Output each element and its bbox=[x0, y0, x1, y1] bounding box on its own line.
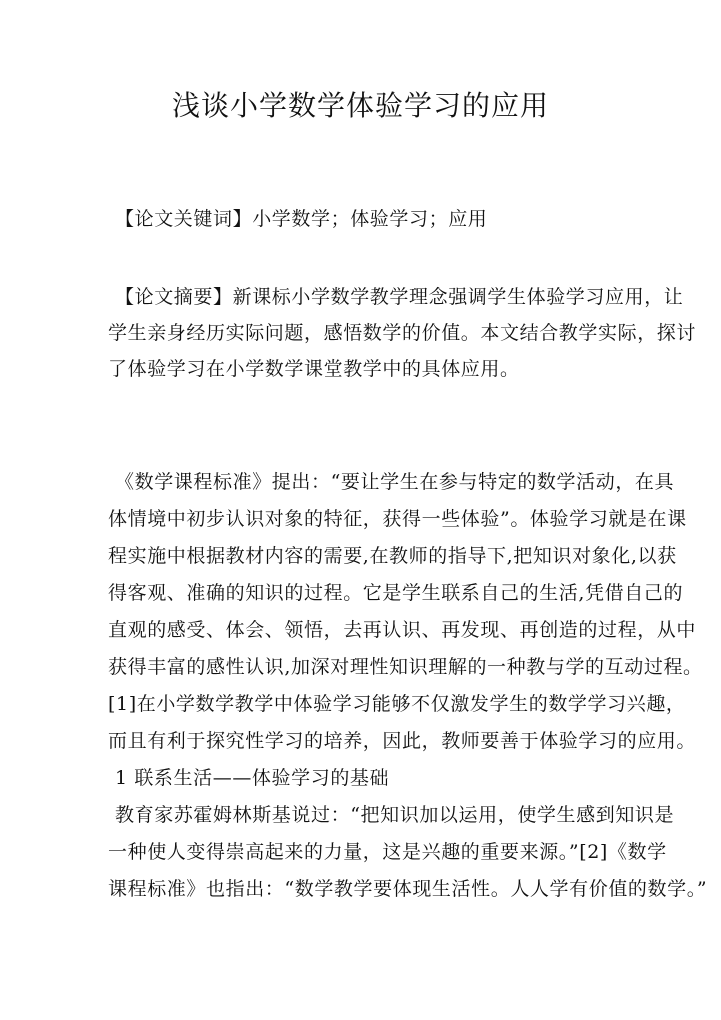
body-line: 直观的感受、体会、领悟，去再认识、再发现、再创造的过程，从中 bbox=[108, 619, 697, 641]
body-line: 获得丰富的感性认识,加深对理性知识理解的一种教与学的互动过程。 bbox=[108, 656, 703, 678]
section-heading: 1 联系生活——体验学习的基础 bbox=[115, 767, 390, 789]
abstract-line: 【论文摘要】新课标小学数学教学理念强调学生体验学习应用，让 bbox=[115, 286, 684, 308]
body-line: 程实施中根据教材内容的需要,在教师的指导下,把知识对象化,以获 bbox=[108, 545, 677, 567]
keywords-line: 【论文关键词】小学数学；体验学习；应用 bbox=[115, 208, 488, 230]
abstract-line: 了体验学习在小学数学课堂教学中的具体应用。 bbox=[108, 358, 520, 380]
section-line: 课程标准》也指出：“数学教学要体现生活性。人人学有价值的数学。” bbox=[108, 878, 708, 900]
body-line: 而且有利于探究性学习的培养，因此，教师要善于体验学习的应用。 bbox=[108, 730, 697, 752]
section-line: 一种使人变得崇高起来的力量，这是兴趣的重要来源。”[2]《数学 bbox=[108, 841, 667, 863]
body-line: 《数学课程标准》提出：“要让学生在参与特定的数学活动，在具 bbox=[115, 471, 675, 493]
section-line: 教育家苏霍姆林斯基说过：“把知识加以运用，使学生感到知识是 bbox=[115, 804, 675, 826]
abstract-line: 学生亲身经历实际问题，感悟数学的价值。本文结合教学实际，探讨 bbox=[108, 322, 697, 344]
body-line: 得客观、准确的知识的过程。它是学生联系自己的生活,凭借自己的 bbox=[108, 582, 684, 604]
body-line: [1]在小学数学教学中体验学习能够不仅激发学生的数学学习兴趣， bbox=[108, 693, 686, 715]
document-title: 浅谈小学数学体验学习的应用 bbox=[171, 89, 549, 122]
body-line: 体情境中初步认识对象的特征，获得一些体验”。体验学习就是在课 bbox=[108, 508, 687, 530]
